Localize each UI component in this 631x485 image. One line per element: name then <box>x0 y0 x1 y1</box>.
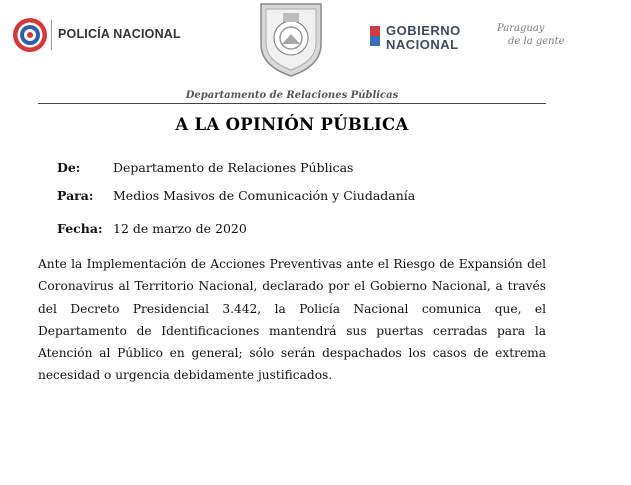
police-shield-emblem-icon <box>255 0 327 78</box>
gobierno-mark-icon <box>370 26 380 46</box>
slogan-line-1: Paraguay <box>497 23 545 34</box>
policia-nacional-label: POLICÍA NACIONAL <box>58 27 181 41</box>
slogan-line-2: de la gente <box>508 36 565 47</box>
communique-body: Ante la Implementación de Acciones Preventivas ante el Riesgo de Expansión del Coronavirus al Territorio Nacional, declarado por el Gobierno Nacional, a través del Decreto Presidencial 3.442, la Policía Nacional comunica que, el Departamento de Identificaciones mantendrá sus puertas cerradas para la Atención al Público en general; sólo serán despachados los casos de extrema necesidad o urgencia debidamente justificados. <box>38 257 546 383</box>
field-para <box>57 188 416 203</box>
field-label-fecha: Fecha: <box>57 221 103 236</box>
field-value-de: Departamento de Relaciones Públicas <box>113 160 354 175</box>
gobierno-line-2: NACIONAL <box>386 36 459 52</box>
paraguay-slogan <box>497 22 565 48</box>
logo-divider <box>51 20 52 50</box>
field-label-para: Para: <box>57 188 94 203</box>
document-title: A LA OPINIÓN PÚBLICA <box>175 115 409 134</box>
gobierno-line-1: GOBIERNO <box>386 23 461 38</box>
department-header: Departamento de Relaciones Públicas <box>185 90 399 101</box>
field-value-fecha: 12 de marzo de 2020 <box>113 221 247 236</box>
field-value-para: Medios Masivos de Comunicación y Ciudadanía <box>113 188 416 203</box>
field-de <box>57 160 354 175</box>
letterhead <box>0 0 631 88</box>
header-rule <box>38 103 546 104</box>
gobierno-nacional-label <box>386 24 461 51</box>
field-fecha <box>57 221 247 236</box>
field-label-de: De: <box>57 160 81 175</box>
paraguay-seal-icon <box>12 17 48 53</box>
